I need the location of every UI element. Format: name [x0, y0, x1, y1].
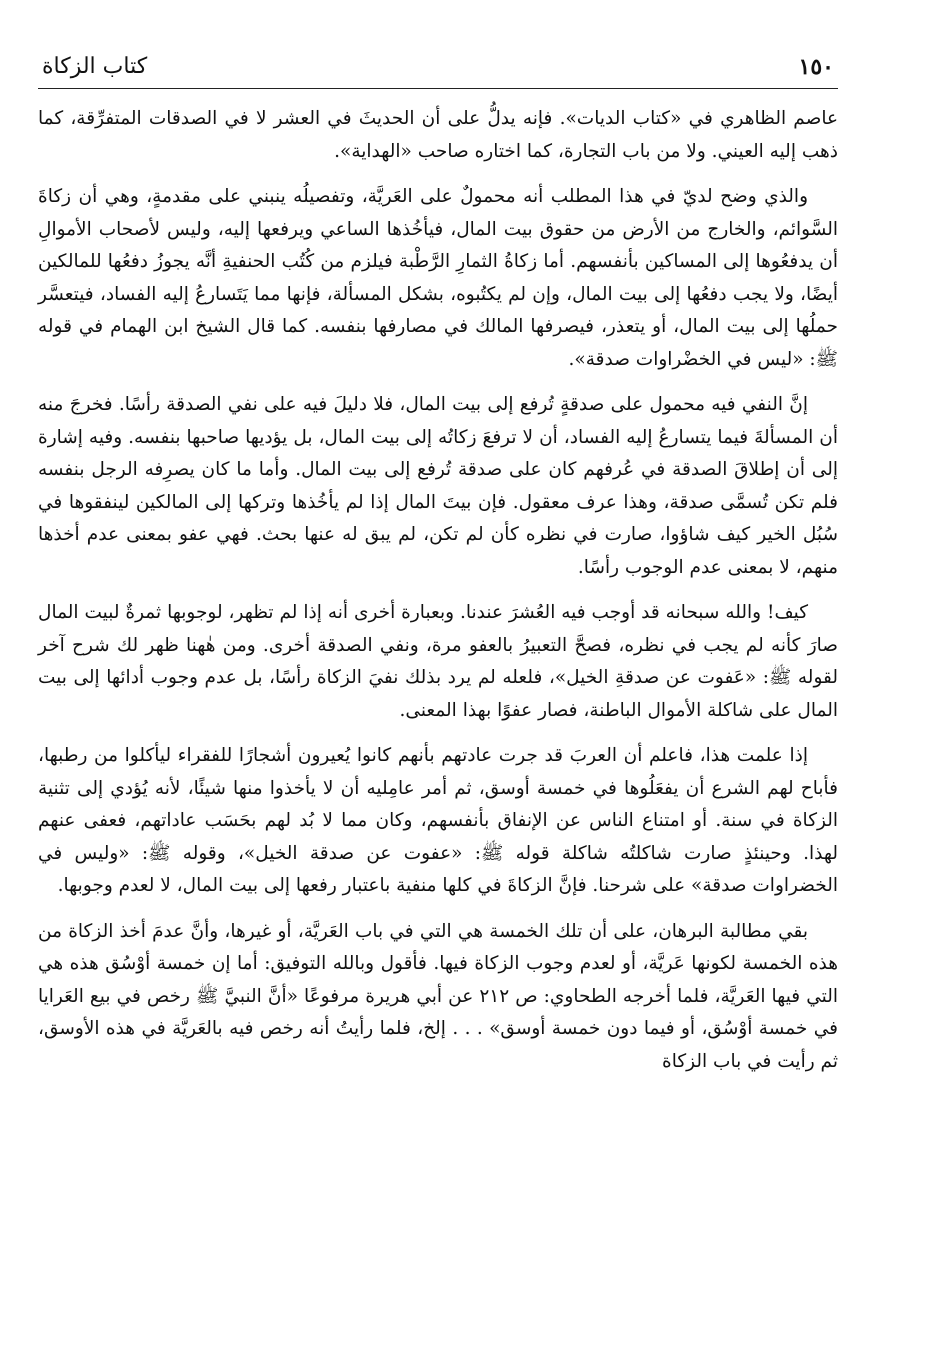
paragraph: إذا علمت هذا، فاعلم أن العربَ قد جرت عادتهم بأنهم كانوا يُعيرون أشجارًا للفقراء ليأكلوا من رطبها، فأباح لهم الشرع أن يفعَلُوها في خمسة أوسق، ثم أمر عامِليه أن لا يأخذوا منها شيئًا، لأنه يُؤدي إلى تثنية الزكاة في سنة. أو امتناع الناس عن الإنفاق بأنفسهم، وكان مما لا بُد لهم بحَسَب عاداتهم، فعفى عنهم لهذا. وحينئذٍ صارت شاكلتُه شاكلة قوله ﷺ: «عفوت عن صدقة الخيل»، وقوله ﷺ: «وليس في الخضراوات صدقة» على شرحنا. فإنَّ الزكاةَ في كلها منفية باعتبار رفعها إلى بيت المال، لا لعدم وجوبها. — [38, 745, 838, 896]
page-body — [38, 103, 838, 1078]
paragraph: بقي مطالبة البرهان، على أن تلك الخمسة هي التي في باب العَريَّة، أو غيرها، وأنَّ عدمَ أخذ الزكاة من هذه الخمسة لكونها عَريَّة، أو لعدم وجوب الزكاة فيها. فأقول وبالله التوفيق: أما إن خمسة أوْسُق هذه هي التي فيها العَريَّة، فلما أخرجه الطحاوي: ص ٢١٢ عن أبي هريرة مرفوعًا «أنَّ النبيَّ ﷺ رخص في بيع العَرايا في خمسة أوْسُق، أو فيما دون خمسة أوسق» . . . إلخ، فلما رأيتُ أنه رخص فيه بالعَريَّة في هذه الأوسق، ثم رأيت في باب الزكاة — [38, 920, 838, 1072]
running-title: كتاب الزكاة — [42, 54, 148, 79]
page-number: ١٥٠ — [798, 54, 834, 80]
book-page — [38, 52, 838, 1091]
paragraph: كيف! والله سبحانه قد أوجب فيه العُشرَ عندنا. وبعبارة أخرى أنه إذا لم تظهر، لوجوبها ثمرةٌ لبيت المال صارَ كأنه لم يجب في نظره، فصحَّ التعبيرُ بالعفو مرة، ونفي الصدقة أخرى. ومن هٰهنا ظهر لك شرح آخر لقوله ﷺ: «عَفوت عن صدقةِ الخيل»، فلعله لم يرد بذلك نفيَ الزكاة رأسًا، بل عدم وجوب أدائها إلى بيت المال على شاكلة الأموال الباطنة، فصار عفوًا بهذا المعنى. — [38, 602, 838, 721]
paragraph: والذي وضح لديّ في هذا المطلب أنه محمولٌ على العَريَّة، وتفصيلُه ينبني على مقدمةٍ، وهي أن زكاةَ السَّوائم، والخارج من الأرض من حقوق بيت المال، فيأخُذها الساعي ويرفعها إليه، وليس لأصحاب الأموالِ أن يدفعُوها إلى المساكين بأنفسهم. أما زكاةُ الثمارِ الرَّطْبة فيلزم من كُتُب الحنفيةِ أنَّه يجوزُ دفعُها للمالكين أيضًا، ولا يجب دفعُها إلى بيت المال، وإن لم يكتُبوه، بشكل المسألة، فإنها مما يَتَسارعُ إليه الفساد، فيتعسَّر حملُها إلى بيت المال، أو يتعذر، فيصرفها المالك في مصارفها بنفسه. كما قال الشيخ ابن الهمام في قوله ﷺ: «ليس في الخضْراوات صدقة». — [38, 186, 838, 370]
paragraph: إنَّ النفي فيه محمول على صدقةٍ تُرفع إلى بيت المال، فلا دليلَ فيه على نفي الصدقة رأسًا. فخرجَ منه أن المسألةَ فيما يتسارعُ إليه الفساد، أن لا ترفعَ زكاتُه إلى بيت المال، بل يؤديها صاحبها بنفسه. وفيه إشارة إلى أن إطلاقَ الصدقة في عُرفهم كان على صدقة تُرفع إلى بيت المال. وأما ما كان يصرِفه الرجل بنفسه فلم تكن تُسمَّى صدقة، وهذا عرف معقول. فإن بيتَ المال إذا لم يأخُذها وتركها إلى المالكين لينفقوها في سُبُل الخير كيف شاؤوا، صارت في نظره كأن لم تكن، لم يبق له عنها بحث. فهي عفو بمعنى عدم أخذها منهم، لا بمعنى عدم الوجوب رأسًا. — [38, 394, 838, 578]
paragraph: عاصم الظاهري في «كتاب الديات». فإنه يدلُّ على أن الحديثَ في العشر لا في الصدقات المتفرِّقة، كما ذهب إليه العيني. ولا من باب التجارة، كما اختاره صاحب «الهداية». — [38, 108, 838, 162]
page-header — [38, 52, 838, 89]
